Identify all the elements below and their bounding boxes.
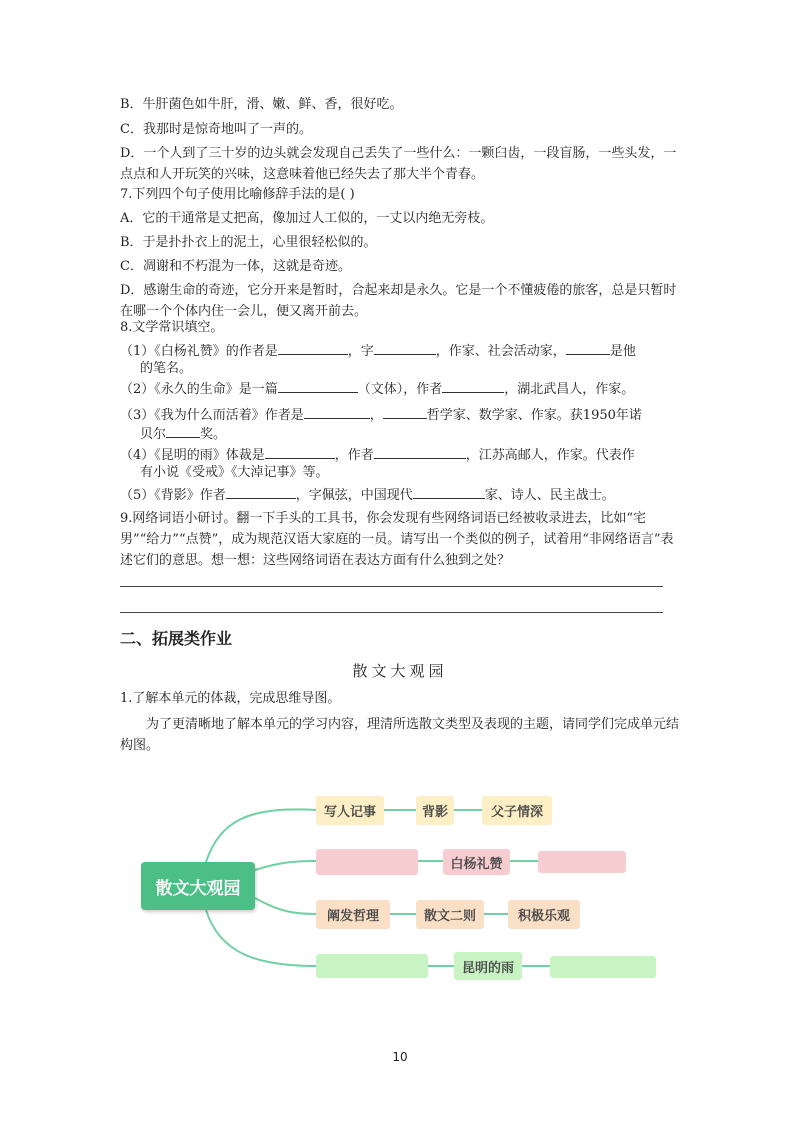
option-d-text: D．一个人到了三十岁的边头就会发现自己丢失了一些什么：一颗臼齿，一段盲肠，一些头发，一点点和人开玩笑的兴味，这意味着他已经失去了那大半个青春。 <box>120 146 677 182</box>
section-heading: 二、拓展类作业 <box>120 629 233 648</box>
node-theme-4-blank[interactable] <box>550 956 656 978</box>
question-9: 9.网络词语小研讨。翻一下手头的工具书，你会发现有些网络词语已经被收录进去，比如“宅男”“给力”“点赞”，成为规范汉语大家庭的一员。请写出一个类似的例子，试着用“非网络语言”表述它们的意思。想一想：这些网络词语在表达方面有什么独到之处？ <box>120 511 674 568</box>
connector-branch-3 <box>255 898 316 914</box>
node-theme-1: 父子情深 <box>482 796 552 825</box>
q8-5-text-b: ，字佩弦，中国现代 <box>295 488 413 503</box>
q7-option-a: A．它的干通常是丈把高，像加过人工似的，一丈以内绝无旁枝。 <box>120 211 494 226</box>
page-number: 10 <box>392 1050 408 1064</box>
q8-item-1-cont: 的笔名。 <box>140 361 193 376</box>
q8-2-text-a: （2）《永久的生命》是一篇 <box>120 382 278 397</box>
task-description: 为了更清晰地了解本单元的学习内容，理清所选散文类型及表现的主题，请同学们完成单元结构图。 <box>120 717 680 753</box>
mindmap-root: 散文大观园 <box>141 862 255 910</box>
q8-1-text-d: 是他 <box>609 344 636 359</box>
q7-option-d: D．感谢生命的奇迹，它分开来是暂时，合起来却是永久。它是一个不懂疲倦的旅客，总是只暂时在哪一个个体内住一会儿，便又离开前去。 <box>120 283 677 319</box>
q8-2-text-c: ，湖北武昌人，作家。 <box>504 382 635 397</box>
q8-5-text-a: （5）《背影》作者 <box>120 488 226 503</box>
q8-4-text-c: ，江苏高邮人，作家。代表作 <box>465 448 635 463</box>
node-text-1: 背影 <box>416 796 454 825</box>
q8-5-text-c: 家、诗人、民主战士。 <box>484 488 615 503</box>
node-text-3: 散文二则 <box>416 900 484 929</box>
connector-branch-4 <box>206 910 316 966</box>
q8-1-text-a: （1）《白杨礼赞》的作者是 <box>120 344 278 359</box>
q8-3-text-b: ， <box>369 408 383 423</box>
q7-option-b: B．于是扑扑衣上的泥土，心里很轻松似的。 <box>120 235 377 250</box>
q7-option-c: C．凋谢和不朽混为一体，这就是奇迹。 <box>120 259 351 274</box>
q8-4-text-b: ，作者 <box>334 448 374 463</box>
section-title: 散文大观园 <box>352 662 448 680</box>
option-b-text: B．牛肝菌色如牛肝，滑、嫩、鲜、香，很好吃。 <box>120 97 403 112</box>
q8-item-4-cont: 有小说《受戒》《大淖记事》等。 <box>140 465 329 480</box>
question-8: 8.文学常识填空。 <box>120 320 224 335</box>
node-category-1: 写人记事 <box>316 796 384 825</box>
question-7: 7.下列四个句子使用比喻修辞手法的是( ) <box>120 187 355 202</box>
q8-3-text-a: （3）《我为什么而活着》作者是 <box>120 408 304 423</box>
q8-3-text-e: 奖。 <box>200 427 227 442</box>
node-category-3: 阐发哲理 <box>316 900 390 929</box>
q8-4-text-a: （4）《昆明的雨》体裁是 <box>120 448 265 463</box>
option-c-text: C．我那时是惊奇地叫了一声的。 <box>120 122 312 137</box>
q8-1-text-b: ，字 <box>347 344 374 359</box>
task-1: 1.了解本单元的体裁，完成思维导图。 <box>120 691 341 706</box>
q8-2-text-b: （文体），作者 <box>357 382 443 397</box>
connector-branch-1 <box>206 809 316 862</box>
q8-3-text-c: 哲学家、数学家、作家。获1950年诺 <box>426 408 642 423</box>
q8-3-text-d: 贝尔 <box>140 427 167 442</box>
node-category-4-blank[interactable] <box>316 954 428 978</box>
node-theme-2-blank[interactable] <box>538 851 626 873</box>
node-category-2-blank[interactable] <box>316 849 418 875</box>
q8-1-text-c: ，作家、社会活动家， <box>435 344 566 359</box>
node-text-2: 白杨礼赞 <box>443 849 510 875</box>
node-theme-3: 积极乐观 <box>508 900 580 929</box>
node-text-4: 昆明的雨 <box>454 952 522 980</box>
connector-branch-2 <box>255 861 316 870</box>
